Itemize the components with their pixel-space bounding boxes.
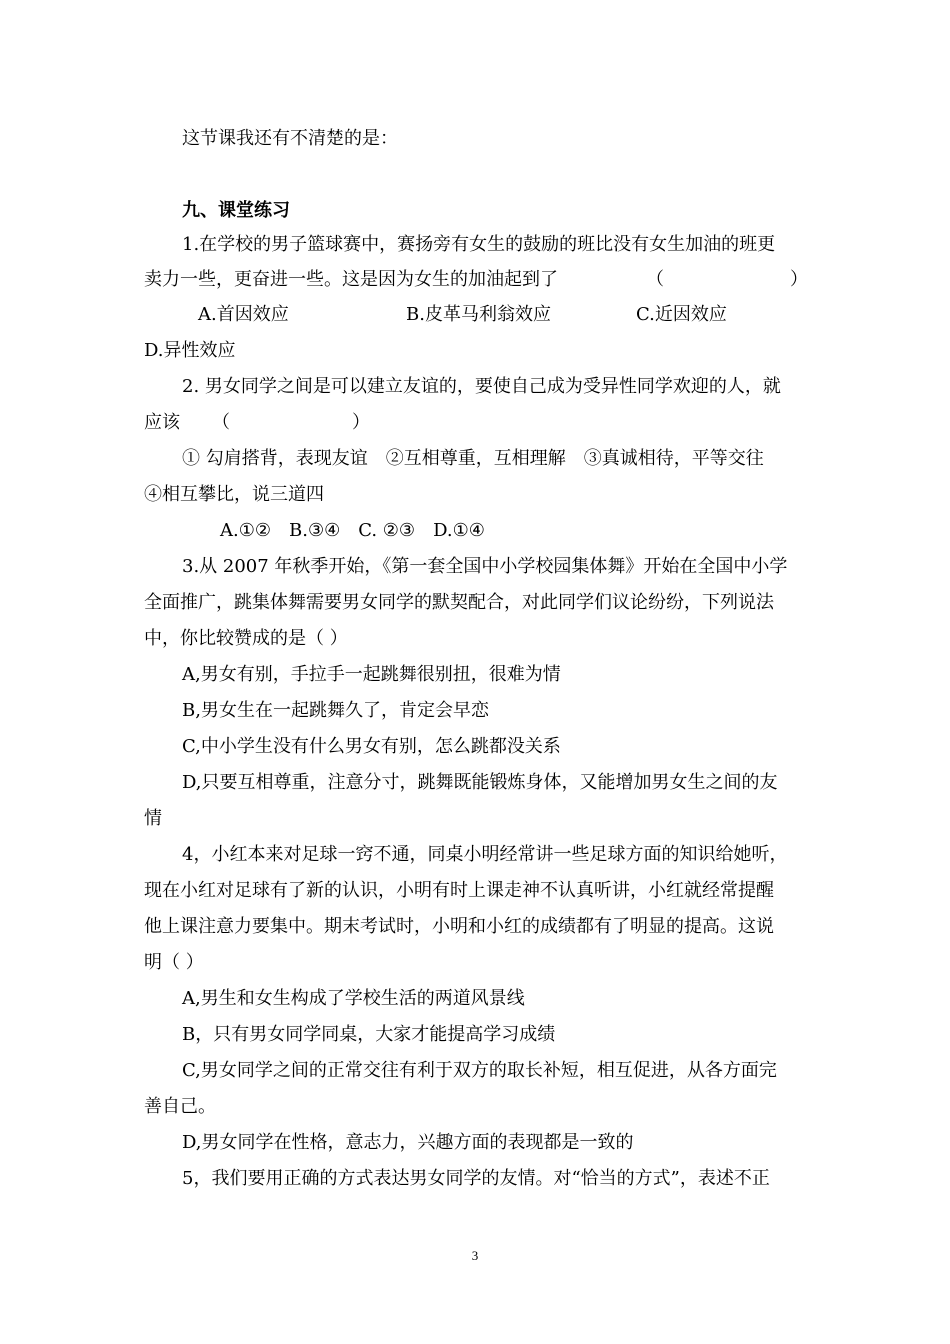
- q2-line-2: 应该: [144, 412, 180, 433]
- q3-line-3: 中，你比较赞成的是（ ）: [144, 628, 348, 649]
- q1-option-d: D.异性效应: [144, 340, 236, 361]
- intro-line: 这节课我还有不清楚的是：: [182, 128, 398, 149]
- q4-option-b: B，只有男女同学同桌，大家才能提高学习成绩: [182, 1024, 556, 1045]
- q2-answer-open: （: [212, 412, 230, 433]
- q2-line-3: ① 勾肩搭背，表现友谊 ②互相尊重，互相理解 ③真诚相待，平等交往: [182, 448, 764, 469]
- q1-option-b: B.皮革马利翁效应: [406, 304, 551, 325]
- q2-options: A.①② B.③④ C. ②③ D.①④: [220, 520, 485, 541]
- q3-option-b: B,男女生在一起跳舞久了，肯定会早恋: [182, 700, 489, 721]
- q3-option-c: C,中小学生没有什么男女有别，怎么跳都没关系: [182, 736, 561, 757]
- q4-option-c-line-2: 善自己。: [144, 1096, 216, 1117]
- q4-line-2: 现在小红对足球有了新的认识，小明有时上课走神不认真听讲，小红就经常提醒: [144, 880, 774, 901]
- q2-line-4: ④相互攀比，说三道四: [144, 484, 324, 505]
- q2-line-1: 2. 男女同学之间是可以建立友谊的，要使自己成为受异性同学欢迎的人，就: [182, 376, 781, 397]
- q5-line-1: 5，我们要用正确的方式表达男女同学的友情。对“恰当的方式”，表述不正: [182, 1168, 770, 1189]
- q3-option-d-line-1: D,只要互相尊重，注意分寸，跳舞既能锻炼身体，又能增加男女生之间的友: [182, 772, 778, 793]
- q1-answer-open: （: [646, 269, 664, 290]
- q1-answer-close: ）: [790, 269, 808, 290]
- q3-line-2: 全面推广，跳集体舞需要男女同学的默契配合，对此同学们议论纷纷，下列说法: [144, 592, 774, 613]
- q1-option-c: C.近因效应: [636, 304, 727, 325]
- q1-line-1: 1.在学校的男子篮球赛中，赛扬旁有女生的鼓励的班比没有女生加油的班更: [182, 234, 776, 255]
- q4-option-d: D,男女同学在性格，意志力，兴趣方面的表现都是一致的: [182, 1132, 634, 1153]
- q4-line-1: 4，小红本来对足球一窍不通，同桌小明经常讲一些足球方面的知识给她听，: [182, 844, 788, 865]
- q4-option-c-line-1: C,男女同学之间的正常交往有利于双方的取长补短，相互促进，从各方面完: [182, 1060, 777, 1081]
- q4-line-3: 他上课注意力要集中。期末考试时，小明和小红的成绩都有了明显的提高。这说: [144, 916, 774, 937]
- q3-option-a: A,男女有别，手拉手一起跳舞很别扭，很难为情: [182, 664, 561, 685]
- q3-line-1: 3.从 2007 年秋季开始，《第一套全国中小学校园集体舞》开始在全国中小学: [182, 556, 788, 577]
- q2-answer-close: ）: [352, 412, 370, 433]
- page-number: 3: [471, 1248, 479, 1263]
- q3-option-d-line-2: 情: [144, 808, 162, 829]
- q4-option-a: A,男生和女生构成了学校生活的两道风景线: [182, 988, 525, 1009]
- section-title: 九、课堂练习: [182, 200, 290, 221]
- q1-line-2: 卖力一些，更奋进一些。这是因为女生的加油起到了: [144, 269, 558, 290]
- q4-line-4: 明（ ）: [144, 952, 204, 973]
- q1-option-a: A.首因效应: [198, 304, 289, 325]
